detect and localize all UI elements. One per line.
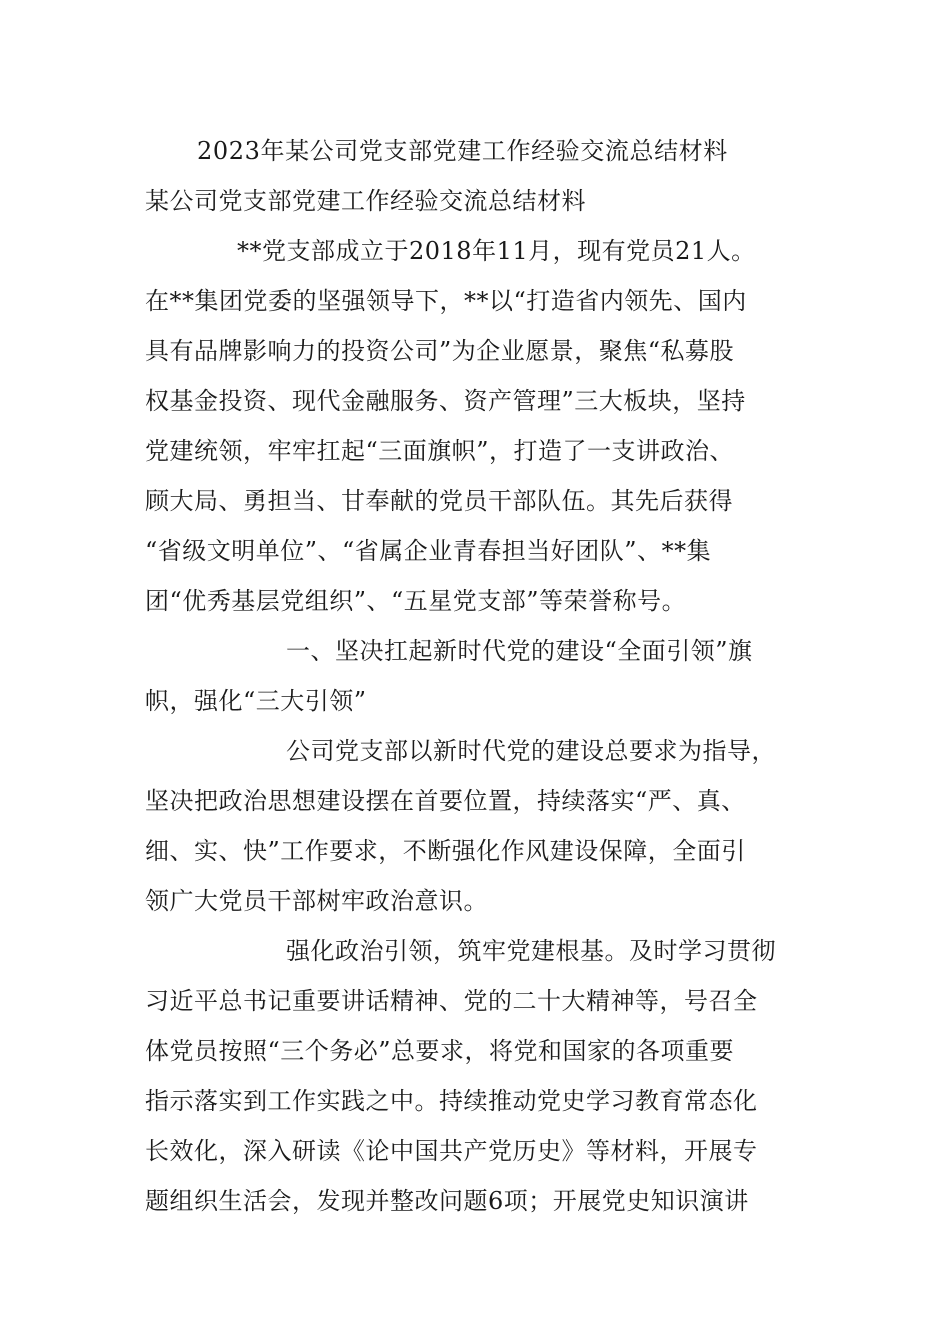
paragraph-line: 具有品牌影响力的投资公司”为企业愿景，聚焦“私募股 — [145, 337, 735, 365]
paragraph-line: 指示落实到工作实践之中。持续推动党史学习教育常态化 — [145, 1087, 758, 1115]
paragraph-line: 在**集团党委的坚强领导下，**以“打造省内领先、国内 — [145, 287, 747, 315]
document-subtitle: 某公司党支部党建工作经验交流总结材料 — [145, 187, 586, 215]
paragraph-line: 强化政治引领，筑牢党建根基。及时学习贯彻 — [286, 937, 776, 965]
section-heading-cont: 帜，强化“三大引领” — [145, 687, 367, 715]
paragraph-line: 团“优秀基层党组织”、“五星党支部”等荣誉称号。 — [145, 587, 687, 615]
paragraph-line: 顾大局、勇担当、甘奉献的党员干部队伍。其先后获得 — [145, 487, 733, 515]
paragraph-line: 党建统领，牢牢扛起“三面旗帜”，打造了一支讲政治、 — [145, 437, 735, 465]
paragraph-line: 领广大党员干部树牢政治意识。 — [145, 887, 488, 915]
paragraph-line: 习近平总书记重要讲话精神、党的二十大精神等，号召全 — [145, 987, 758, 1015]
paragraph-line: 细、实、快”工作要求，不断强化作风建设保障，全面引 — [145, 837, 746, 865]
paragraph-line: 公司党支部以新时代党的建设总要求为指导， — [286, 737, 776, 765]
paragraph-line: “省级文明单位”、“省属企业青春担当好团队”、**集 — [145, 537, 712, 565]
section-heading: 一、坚决扛起新时代党的建设“全面引领”旗 — [286, 637, 753, 665]
paragraph-line: 权基金投资、现代金融服务、资产管理”三大板块，坚持 — [145, 387, 746, 415]
paragraph-line: 体党员按照“三个务必”总要求，将党和国家的各项重要 — [145, 1037, 735, 1065]
paragraph-line: **党支部成立于2018年11月，现有党员21人。 — [237, 237, 756, 265]
document-title: 2023年某公司党支部党建工作经验交流总结材料 — [197, 137, 728, 165]
paragraph-line: 长效化，深入研读《论中国共产党历史》等材料，开展专 — [145, 1137, 758, 1165]
paragraph-line: 题组织生活会，发现并整改问题6项；开展党史知识演讲 — [145, 1187, 749, 1215]
paragraph-line: 坚决把政治思想建设摆在首要位置，持续落实“严、真、 — [145, 787, 746, 815]
